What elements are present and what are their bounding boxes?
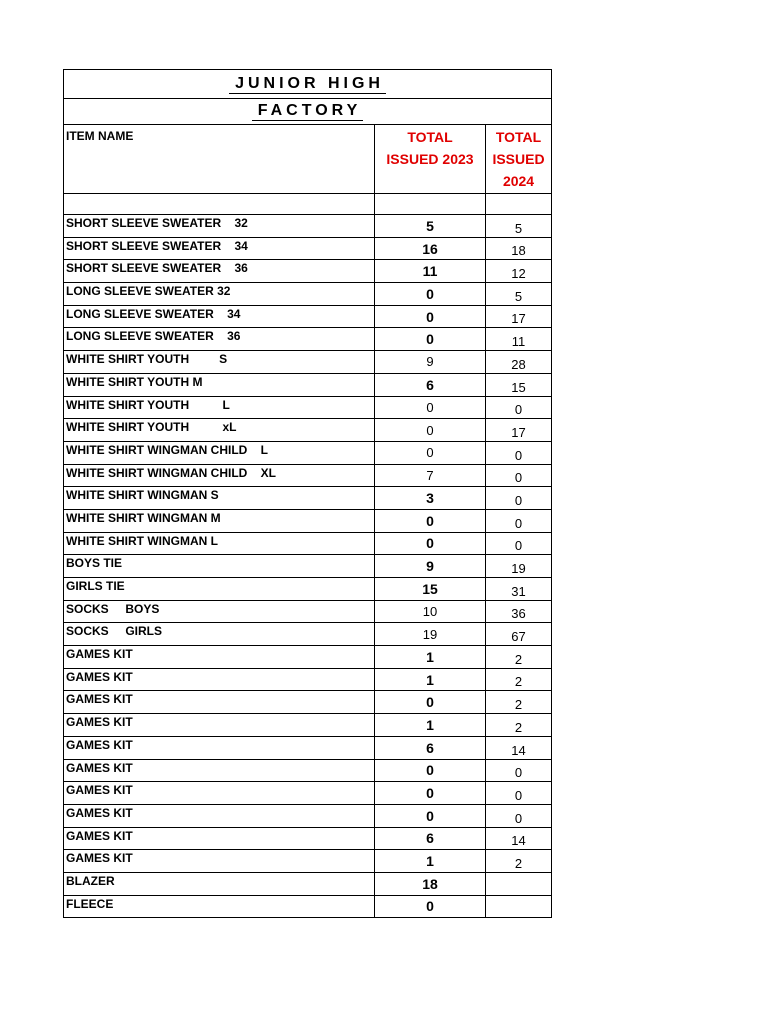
issued-2023-cell: 3 (375, 487, 486, 510)
issued-2024-cell (486, 895, 552, 918)
sheet-title: JUNIOR HIGH (229, 75, 386, 94)
issued-2023-cell: 0 (375, 396, 486, 419)
blank-row (64, 194, 552, 215)
table-row (64, 850, 552, 873)
item-name-cell: LONG SLEEVE SWEATER 36 (64, 328, 375, 351)
issued-2024-cell: 18 (486, 237, 552, 260)
table-row (64, 668, 552, 691)
item-name-cell: WHITE SHIRT WINGMAN L (64, 532, 375, 555)
item-name-cell: BLAZER (64, 872, 375, 895)
issued-2024-cell: 19 (486, 555, 552, 578)
issued-2023-cell: 6 (375, 373, 486, 396)
issued-2023-cell: 10 (375, 600, 486, 623)
issued-2023-cell: 9 (375, 351, 486, 374)
item-name-cell: SOCKS BOYS (64, 600, 375, 623)
table-row (64, 441, 552, 464)
issued-2024-cell: 36 (486, 600, 552, 623)
issued-2023-cell: 15 (375, 578, 486, 601)
table-row (64, 283, 552, 306)
issued-2023-cell: 19 (375, 623, 486, 646)
table-row (64, 419, 552, 442)
table-row (64, 215, 552, 238)
issued-2024-cell: 0 (486, 782, 552, 805)
item-name-cell: GAMES KIT (64, 646, 375, 669)
header-row (64, 125, 552, 194)
item-name-cell: GAMES KIT (64, 782, 375, 805)
table-row (64, 578, 552, 601)
item-name-cell: SHORT SLEEVE SWEATER 32 (64, 215, 375, 238)
item-name-cell: GAMES KIT (64, 850, 375, 873)
item-name-cell: GAMES KIT (64, 736, 375, 759)
issued-2023-cell: 6 (375, 827, 486, 850)
table-row (64, 759, 552, 782)
issued-2024-cell: 0 (486, 532, 552, 555)
issued-2023-cell: 0 (375, 532, 486, 555)
header-total-2023: TOTAL ISSUED 2023 (375, 125, 486, 194)
item-name-cell: LONG SLEEVE SWEATER 34 (64, 305, 375, 328)
issued-2023-cell: 5 (375, 215, 486, 238)
table-row (64, 532, 552, 555)
issued-2023-cell: 0 (375, 283, 486, 306)
item-name-cell: GIRLS TIE (64, 578, 375, 601)
table-row (64, 736, 552, 759)
item-name-cell: WHITE SHIRT YOUTH L (64, 396, 375, 419)
issued-2023-cell: 0 (375, 895, 486, 918)
table-row (64, 646, 552, 669)
item-name-cell: WHITE SHIRT WINGMAN M (64, 509, 375, 532)
issued-2023-cell: 1 (375, 668, 486, 691)
item-name-cell: LONG SLEEVE SWEATER 32 (64, 283, 375, 306)
issued-2023-cell: 9 (375, 555, 486, 578)
issued-2024-cell: 0 (486, 509, 552, 532)
inventory-sheet (63, 69, 551, 918)
table-row (64, 237, 552, 260)
subtitle-row (64, 99, 552, 125)
table-row (64, 895, 552, 918)
table-row (64, 328, 552, 351)
issued-2024-cell: 2 (486, 646, 552, 669)
table-row (64, 260, 552, 283)
item-name-cell: GAMES KIT (64, 759, 375, 782)
item-name-cell: SHORT SLEEVE SWEATER 34 (64, 237, 375, 260)
issued-2024-cell: 14 (486, 827, 552, 850)
issued-2023-cell: 0 (375, 691, 486, 714)
issued-2023-cell: 0 (375, 441, 486, 464)
item-name-cell: GAMES KIT (64, 714, 375, 737)
table-row (64, 714, 552, 737)
issued-2024-cell: 2 (486, 714, 552, 737)
issued-2023-cell: 0 (375, 328, 486, 351)
issued-2024-cell: 17 (486, 305, 552, 328)
table-row (64, 555, 552, 578)
issued-2023-cell: 0 (375, 305, 486, 328)
table-row (64, 487, 552, 510)
table-row (64, 782, 552, 805)
issued-2024-cell: 0 (486, 441, 552, 464)
item-name-cell: GAMES KIT (64, 668, 375, 691)
item-name-cell: WHITE SHIRT YOUTH xL (64, 419, 375, 442)
title-row (64, 70, 552, 99)
table-row (64, 396, 552, 419)
table-row (64, 827, 552, 850)
issued-2024-cell: 11 (486, 328, 552, 351)
issued-2024-cell: 0 (486, 464, 552, 487)
table-row (64, 305, 552, 328)
item-name-cell: GAMES KIT (64, 804, 375, 827)
item-name-cell: WHITE SHIRT YOUTH S (64, 351, 375, 374)
issued-2023-cell: 0 (375, 782, 486, 805)
item-name-cell: BOYS TIE (64, 555, 375, 578)
item-name-cell: GAMES KIT (64, 827, 375, 850)
issued-2023-cell: 18 (375, 872, 486, 895)
item-name-cell: SHORT SLEEVE SWEATER 36 (64, 260, 375, 283)
sheet-subtitle: FACTORY (252, 102, 364, 121)
issued-2024-cell: 2 (486, 691, 552, 714)
issued-2024-cell: 14 (486, 736, 552, 759)
issued-2024-cell: 5 (486, 215, 552, 238)
issued-2023-cell: 6 (375, 736, 486, 759)
issued-2024-cell: 0 (486, 759, 552, 782)
issued-2024-cell: 12 (486, 260, 552, 283)
issued-2024-cell: 5 (486, 283, 552, 306)
item-name-cell: WHITE SHIRT YOUTH M (64, 373, 375, 396)
issued-2023-cell: 16 (375, 237, 486, 260)
table-row (64, 600, 552, 623)
table-row (64, 691, 552, 714)
issued-2023-cell: 1 (375, 850, 486, 873)
header-item-name: ITEM NAME (64, 125, 375, 194)
issued-2024-cell: 17 (486, 419, 552, 442)
item-name-cell: WHITE SHIRT WINGMAN S (64, 487, 375, 510)
issued-2023-cell: 0 (375, 804, 486, 827)
issued-2024-cell: 0 (486, 487, 552, 510)
table-row (64, 373, 552, 396)
item-name-cell: FLEECE (64, 895, 375, 918)
issued-2024-cell: 0 (486, 804, 552, 827)
item-name-cell: SOCKS GIRLS (64, 623, 375, 646)
table-row (64, 509, 552, 532)
issued-2024-cell: 28 (486, 351, 552, 374)
table-row (64, 872, 552, 895)
issued-2023-cell: 11 (375, 260, 486, 283)
issued-2024-cell: 0 (486, 396, 552, 419)
issued-2023-cell: 0 (375, 419, 486, 442)
item-name-cell: WHITE SHIRT WINGMAN CHILD L (64, 441, 375, 464)
item-name-cell: WHITE SHIRT WINGMAN CHILD XL (64, 464, 375, 487)
issued-2023-cell: 7 (375, 464, 486, 487)
issued-2024-cell: 15 (486, 373, 552, 396)
issued-2023-cell: 1 (375, 646, 486, 669)
table-row (64, 351, 552, 374)
issued-2024-cell (486, 872, 552, 895)
inventory-table (63, 69, 552, 918)
table-row (64, 804, 552, 827)
issued-2023-cell: 1 (375, 714, 486, 737)
item-name-cell: GAMES KIT (64, 691, 375, 714)
issued-2023-cell: 0 (375, 759, 486, 782)
table-row (64, 623, 552, 646)
table-row (64, 464, 552, 487)
issued-2024-cell: 2 (486, 668, 552, 691)
header-total-2024: TOTAL ISSUED 2024 (486, 125, 552, 194)
issued-2023-cell: 0 (375, 509, 486, 532)
issued-2024-cell: 67 (486, 623, 552, 646)
issued-2024-cell: 31 (486, 578, 552, 601)
issued-2024-cell: 2 (486, 850, 552, 873)
